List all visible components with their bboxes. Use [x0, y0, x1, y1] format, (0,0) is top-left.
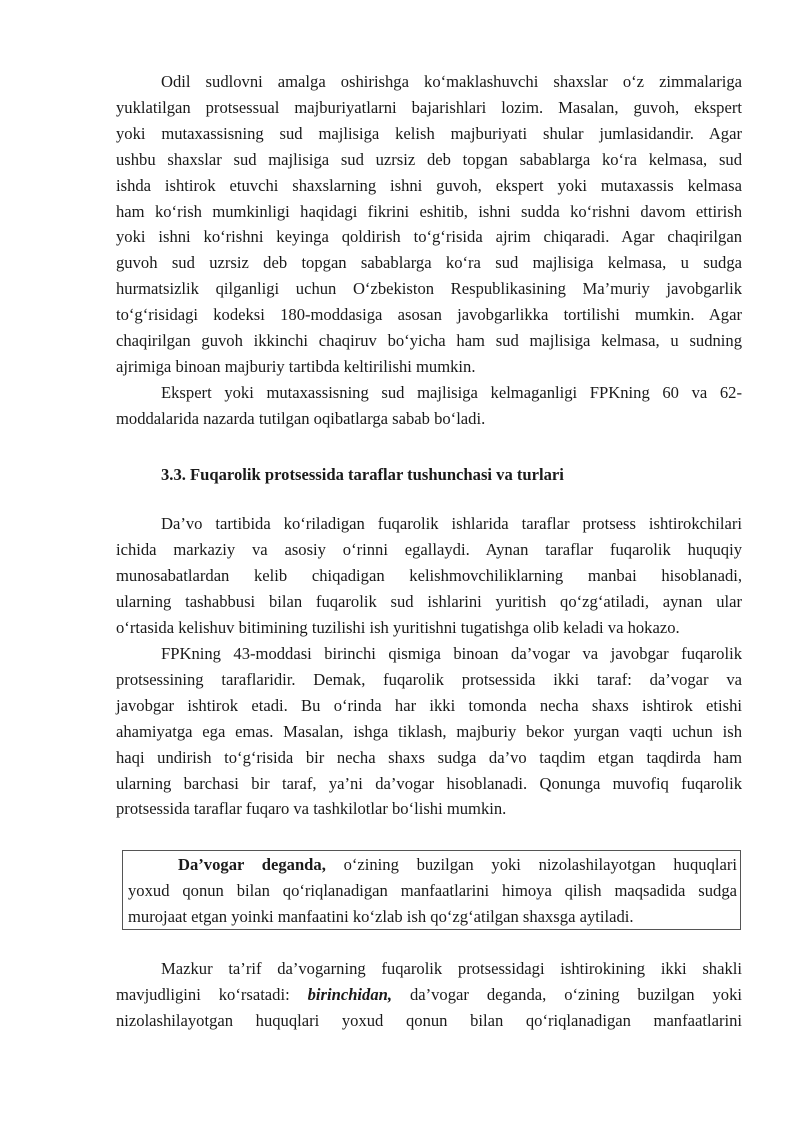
text-segment: da’vogar deganda, o‘zining buzilgan yoki [392, 984, 742, 1004]
text-line: moddalarida nazarda tutilgan oqibatlarga sabab bo‘ladi. [116, 408, 486, 428]
text-line: Odil sudlovni amalga oshirishga ko‘maklashuvchi shaxslar o‘z zimmalariga [161, 72, 742, 91]
emphasis-birinchidan: birinchidan, [307, 984, 393, 1004]
text-line: ularning tashabbusi bilan fuqarolik sud ishlarini yuritish qo‘zg‘atiladi, aynan ular [116, 591, 742, 611]
definition-box [122, 850, 741, 930]
text-line: protsessida taraflar fuqaro va tashkilotlar bo‘lishi mumkin. [116, 799, 507, 819]
text-line: murojaat etgan yoinki manfaatini ko‘zlab ish qo‘zg‘atilgan shaxsga aytiladi. [128, 906, 634, 926]
paragraph-2 [116, 380, 742, 432]
section-heading: 3.3. Fuqarolik protsessida taraflar tushunchasi va turlari [161, 465, 564, 484]
paragraph-1 [116, 69, 742, 380]
text-line: ajrimiga binoan majburiy tartibda keltirilishi mumkin. [116, 356, 476, 376]
text-line: hurmatsizlik qilganligi uchun O‘zbekiston Respublikasining Ma’muriy javobgarlik [116, 279, 742, 299]
text-line: nizolashilayotgan huquqlari yoxud qonun bilan qo‘riqlanadigan manfaatlarini [116, 1010, 742, 1030]
text-segment: mavjudligini ko‘rsatadi: [116, 984, 308, 1004]
text-line [116, 982, 742, 1008]
text-line: ahamiyatga ega emas. Masalan, ishga tiklash, majburiy bekor yurgan vaqti uchun ish [116, 721, 742, 741]
text-line: yoki ishni ko‘rishni keyinga qoldirish to‘g‘risida ajrim chiqaradi. Agar chaqirilgan [116, 227, 742, 247]
text-line: protsessining taraflaridir. Demak, fuqarolik protsessida ikki taraf: da’vogar va [116, 669, 742, 689]
text-line: yoxud qonun bilan qo‘riqlanadigan manfaatlarini himoya qilish maqsadida sudga [128, 880, 737, 900]
paragraph-5 [116, 956, 742, 1034]
text-line: guvoh sud uzrsiz deb topgan sabablarga ko‘ra sud majlisiga kelmasa, u sudga [116, 253, 742, 273]
text-line: munosabatlardan kelib chiqadigan kelishmovchiliklarning manbai hisoblanadi, [116, 565, 742, 585]
text-line: Da’vo tartibida ko‘riladigan fuqarolik ishlarida taraflar protsess ishtirokchilari [161, 514, 742, 533]
text-line: yuklatilgan protsessual majburiyatlarni bajarishlari lozim. Masalan, guvoh, ekspert [116, 97, 742, 117]
defined-term: Da’vogar deganda, [178, 855, 326, 874]
text-line: ichida markaziy va asosiy o‘rinni egallaydi. Aynan taraflar fuqarolik huquqiy [116, 539, 742, 559]
text-line: javobgar ishtirok etadi. Bu o‘rinda har ikki tomonda necha shaxs ishtirok etishi [116, 695, 742, 715]
text-line: to‘g‘risidagi kodeksi 180-moddasiga asosan javobgarlikka tortilishi mumkin. Agar [116, 305, 742, 325]
text-line: FPKning 43-moddasi birinchi qismiga binoan da’vogar va javobgar fuqarolik [161, 644, 742, 663]
text-line: Mazkur ta’rif da’vogarning fuqarolik protsessidagi ishtirokining ikki shakli [161, 959, 742, 978]
text-line [128, 852, 737, 878]
paragraph-3 [116, 511, 742, 641]
text-line: ham ko‘rish mumkinligi haqidagi fikrini eshitib, ishni sudda ko‘rishni davom ettirish [116, 201, 742, 221]
definition-text [128, 852, 737, 930]
paragraph-4 [116, 641, 742, 822]
text-line: ularning barchasi bir taraf, ya’ni da’vogar hisoblanadi. Qonunga muvofiq fuqarolik [116, 773, 742, 793]
text-line: o‘rtasida kelishuv bitimining tuzilishi ish yuritishni tugatishga olib keladi va hokazo. [116, 617, 680, 637]
text-line: yoki mutaxassisning sud majlisiga kelish majburiyati shular jumlasidandir. Agar [116, 123, 742, 143]
text-line: Ekspert yoki mutaxassisning sud majlisiga kelmaganligi FPKning 60 va 62- [161, 383, 742, 402]
text-line: chaqirilgan guvoh ikkinchi chaqiruv bo‘yicha ham sud majlisiga kelmasa, u sudning [116, 331, 742, 351]
text-line: haqi undirish to‘g‘risida bir necha shaxs sudga da’vo taqdim etgan taqdirda ham [116, 747, 742, 767]
definition-line-1-rest: o‘zining buzilgan yoki nizolashilayotgan huquqlari [325, 855, 737, 874]
text-line: ishda ishtirok etuvchi shaxslarning ishni guvoh, ekspert yoki mutaxassis kelmasa [116, 175, 742, 195]
text-line: ushbu shaxslar sud majlisiga sud uzrsiz deb topgan sabablarga ko‘ra kelmasa, sud [116, 149, 742, 169]
